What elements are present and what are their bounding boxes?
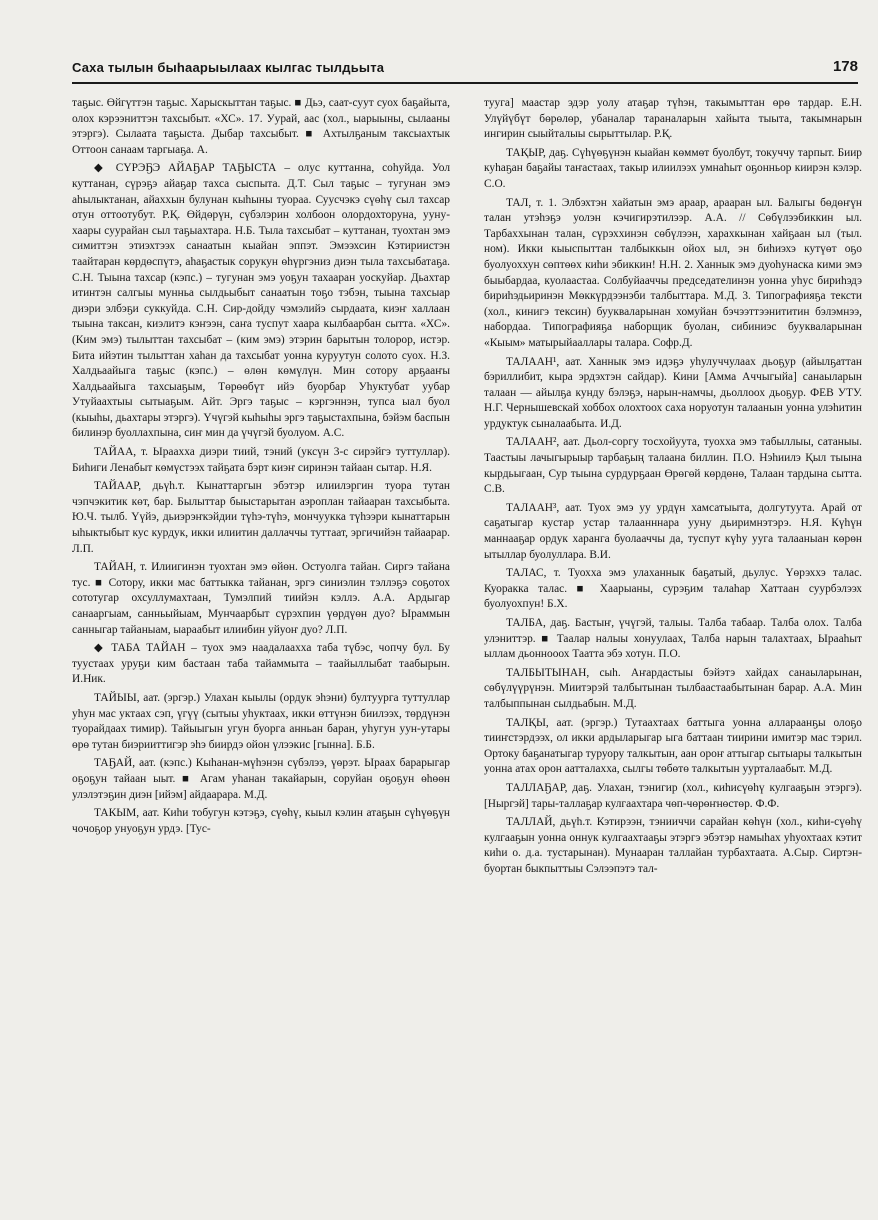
dictionary-entry: ТАЛААН³, аат. Туох эмэ уу урдүн хамсатыыта, долгутуута. Арай от саҕатыгар кустар устар талаанннара ууну дьиримнэтэрэ. Н.Я. Күһүн маннааҕар ордук харанга буолааччы да, туспут күһу ууга талааныан көрөн ытыллар буолуллара. В.И.	[484, 501, 862, 561]
dictionary-entry: ◆ СҮРЭҔЭ АЙАҔАР ТАҔЫСТА – олус куттанна, соһуйда. Уол куттанан, сүрэҕэ айаҕар тахса сыспыта. Д.Т. Сыл таҕыс – тугунан эмэ аһылыктанан, айаххын булунан кыһыны туораа. Суусчэкэ сүөһү сыл тахсар отун оттоотубут. Р.Қ. Өйдөрүн, сүбэлэрин холбоон олордохторуна, ууну-хаары суурайан сыл таҕыахтара. Н.Б. Тыла тахсыбат – куттанан, туохтан эмэ симиттэн этиэхтээх санаатын кыайан эппэт. Эмээхсин Кэтириистэн таайтаран көрдөспүтэ, аһаҕастык сорукун өһүргэниз диэн тыла тахсыбатаҕа. С.Н. Тыына тахсар (кэпс.) – тугунан эмэ уоҕун тахааран уоскуйар. Дьахтар итинтэн салгыы мунньа сылдьыбыт санаатын тоҕо тэбэн, тыына тахсыар диэри элбэҕи суккуйда. С.Н. Сир-дойду чэмэлийэ сырдаата, киэҥ халлаан тыына таксан, киэлитэ кэҥээн, саҥа туспут хаара кылбаарбан сытта. «ХС». (Ким эмэ) тылыттан тахсыбат – (ким эмэ) этэрин барытын толорор, истэр. Бита ийэтин тылыттан хаһан да тахсыбат уонна куруутун солото суох. Н.З. Халдьаайыга таҕыс (кэпс.) – өлөн көмүлүн. Мин сотору арҕааҥы Халдьаайыга тахсыаҕым, Төрөөбүт ийэ буорбар Уһуктубат уубар Утуйаахтыы сытыаҕым. Айт. Эргэ таҕыс – кэргэннэн, тупса ыал буол (кыыһы, дьахтары этэргэ). Үчүгэй кыһыһы эргэ таҕыстахпына, бэйэм баспын билинэр буоллахпына, сиҥ мин да үчүгэй буолуом. А.С.	[72, 162, 450, 440]
dictionary-entry: ТАЙАН, т. Илиигинэн туохтан эмэ өйөн. Остуолга тайан. Сиргэ тайана тус. ■ Сотору, икки мас баттыкка тайанан, эргэ синиэлин тэллэҕэ соҕотох сототугар охсуллумахтаан, Тумэлпий тиийэн кэллэ. А.А. Ардыгар санааргыам, санньыйыам, Мунчаарбыт сүрэхпин үөрдүөн дуо? Ыраммын санныгар тайаныам, ыараабыт илиибин уйуоҥ дуо? Л.П.	[72, 561, 450, 636]
dictionary-entry: ТАЙЫЫ, аат. (эргэр.) Улахан кыылы (ордук эһэни) бултуурга туттуллар уһун мас уктаах сэп, үгүү (сытыы уһуктаах, икки өттүнэн биилээх, төрдүнэн туорайдаах тимир). Тайыыгын угун буорга анньан баран, уһугун уун-утары өрө тутан биэрииттигэр эһэ биирдэ ойон үлээкис [гынна]. Б.Б.	[72, 691, 450, 751]
dictionary-entry: таҕыс. Өйгүттэн таҕыс. Харыскыттан таҕыс. ■ Дьэ, саат-суут суох баҕайыта, олох кэрээниттэн тахсыбыт. «ХС». 17. Уурай, аас (хол., ыарыыны, сылааны этэргэ). Сылаата таҕыста. Дыбар тахсыбыт. ■ Ахтылҕаным таксыахтык Оттоон санаам таргыаҕа. А.	[72, 97, 450, 156]
dictionary-entry: ТАҚЫР, даҕ. Сүһүөҕүнэн кыайан көммөт буолбут, токуччу тарпыт. Биир куһаҕан баҕайы таҥастаах, такыр илиилээх умнаһыт оҕонньор киирэн кэлэр. С.О.	[484, 146, 862, 190]
running-title: Саха тылын быһаарыылаах кылгас тылдьыта	[72, 60, 385, 75]
dictionary-entry: ТАЙААР, дьүһ.т. Кынаттаргын эбэтэр илиилэргин туора тутан чэпчэкитик көт, бар. Былыттар быыстарытан аэроплан тайааран тахсыбыта. Ю.Ч. тылб. Үүйэ, дьиэрэҥкэйдии түһэ-түһэ, мончуукка түһээри кынаттарын ыһыктыбыт кус курдук, икки илиитин даллаччы туттаат, эргичийэн тайаарар. Л.П.	[72, 480, 450, 555]
right-column	[484, 96, 862, 1200]
dictionary-entry: ТАЛ, т. 1. Элбэхтэн хайатын эмэ араар, арааран ыл. Балыгы бөдөҥүн талан утэһэҕэ уолэн кэчигирэтилээр. А.А. // Сөбүлээбиккин ыл. Тарбаххынан талан, сүрэххинэн сөбүлээн, харахкынан хайҕаан ыл (тыл. ном). Икки кыыспыттан талбыккын ойох ыл, эн биһиэхэ кутүөт оҕо буолуоххун сөптөөх киһи эбиккин! Н.Н. 2. Ханнык эмэ дуоһунаска кими эмэ быыбардаа, куолаастаа. Солбуйааччы председателинэн уонна уһус бириһэдэ бириһэдьиринэн Мөккүрдээнэби талбыттара. М.Д. 3. Типографияҕа тексти (хол., кинигэ тексин) буукваларынан хомуйан бэчээттээнититин бэлэмнээ, набордаа. Типографияҕа наборщик буолан, сибиниэс буукваларынан «Кыым» матырыйааллары талара. Софр.Д.	[484, 196, 862, 349]
dictionary-entry: ТАЛЛАЙ, дьүһ.т. Кэтирээн, тэнииччи сарайан көһүн (хол., киһи-сүөһү кулгааҕын уонна оннук кулгаахтааҕы этэргэ эбэтэр намыһах уһуохтаах кэтит киһи о. д.а. тустарынан). Мунааран таллайан турбахтаата. А.Сыр. Сиртэн-буортан быкпыттыы Сэлээпэтэ тал-	[484, 816, 862, 875]
dictionary-entry: ТАЙАА, т. Ыраахха диэри тиий, тэний (уксүн 3-с сирэйгэ туттуллар). Биһиги Ленабыт көмүстээх тайҕата бэрт киэҥ сиринэн тайаан сытар. Н.Я.	[72, 446, 450, 474]
dictionary-entry: ТАЛБА, даҕ. Бастыҥ, үчүгэй, талыы. Талба табаар. Талба олох. Талба улэниттэр. ■ Таалар налыы хонуулаах, Талба нарын талахтаах, Ырааһыт ыллам дьоннооох Таатта эбэ хотун. П.О.	[484, 617, 862, 661]
dictionary-entry: ТАЛАС, т. Туохха эмэ улаханнык баҕатый, дьулус. Үөрэххэ талас. Куоракка талас. ■ Хаарыаны, сурэҕим талаһар Хаттаан суурбэлээх буолуохпун! Б.Х.	[484, 567, 862, 611]
dictionary-entry: ТАЛҚЫ, аат. (эргэр.) Тутаахтаах баттыга уонна аллараанҕы олоҕо тииҥстэрдээх, ол икки ардыларыгар ыга баттаан тиирини имитэр мас тэрил. Ортоку баҕанатыгар туруору талкытын, аан ороҥ аттыгар сытыары талкытын уонна атах орон аатталахха, сылгы төбөтө талкытын уурталаабыт. М.Д.	[484, 716, 862, 776]
dictionary-entry: ТАЛЛАҔАР, даҕ. Улахан, тэнигир (хол., киһисүөһү кулгааҕын этэргэ). [Ныргэй] тары-таллаҕар кулгаахтара чөп-чөрөҥнөстөр. Ф.Ф.	[484, 781, 862, 810]
page-number: 178	[832, 58, 858, 75]
dictionary-entry: тууга] маастар эдэр уолу атаҕар түһэн, такымыттан өрө тардар. Е.Н. Улүйүбүт бөрөлөр, убаналар тараналарын хайыта тыыта, такымнарын ингирин сыыйталыы сырыттылар. Р.Қ.	[484, 97, 862, 141]
dictionary-entry: ТАЛБЫТЫНАН, сыһ. Аҥардастыы бэйэтэ хайдах санаыларынан, сөбүлүүрүнэн. Миитэрэй талбытынан тылбаастаабытынан барар. А.А. Мин талбыппынан сылдьабын. М.Д.	[484, 666, 862, 710]
left-column	[72, 96, 450, 1200]
page-header	[72, 60, 858, 84]
dictionary-entry: ТАЛААН¹, аат. Ханнык эмэ идэҕэ уһулуччулаах дьоҕур (айылҕаттан бэриллибит, кыра эрдэхтэн сайдар). Кини [Амма Аччыгыйа] санаыларын талаан — айылҕа кунду бэлэҕэ, нарын-намчы, дьоллоох дьоҕур. ФЕВ УТУ. Н.Г. Чернышевскай хоббох олохтоох саха норуотун талаанын уонна улэһитин урдуктук сыналаабыта. И.Д.	[484, 355, 862, 430]
dictionary-entry: ТАҔАЙ, аат. (кэпс.) Кыһанан-мүһэнэн сүбэлээ, үөрэт. Ыраах барарыгар оҕоҕун тайаан ыыт. ■ Агам уһанан такайарын, соруйан оҕоҕун өһөөн улэлэтэҕин диэн [ийэм] айдаарара. М.Д.	[72, 757, 450, 801]
dictionary-entry: ТАЛААН², аат. Дьол-соргу тосхойуута, туохха эмэ табыллыы, сатаныы. Таастыы лачыгырыыр тарбаҕың талаана биллин. П.О. Нэһиилэ Қыл тыына кырдьыгаан, Сур тыына сурдурҕаан Өрөгөй көрдөнө, Талаан тардына сытта. С.В.	[484, 436, 862, 496]
dictionary-entry: ◆ ТАБА ТАЙАН – туох эмэ наадалаахха таба түбэс, чопчу бул. Бу туустаах уруҕи ким бастаан таба тайаммыта – таайыллыбат таабырын. И.Ник.	[72, 642, 450, 686]
dictionary-entry: ТАКЫМ, аат. Киһи тобугун кэтэҕэ, сүөһү, кыыл кэлин атаҕын сүһүөҕүн чочоҕор унуоҕун урдэ. [Тус-	[72, 807, 450, 835]
